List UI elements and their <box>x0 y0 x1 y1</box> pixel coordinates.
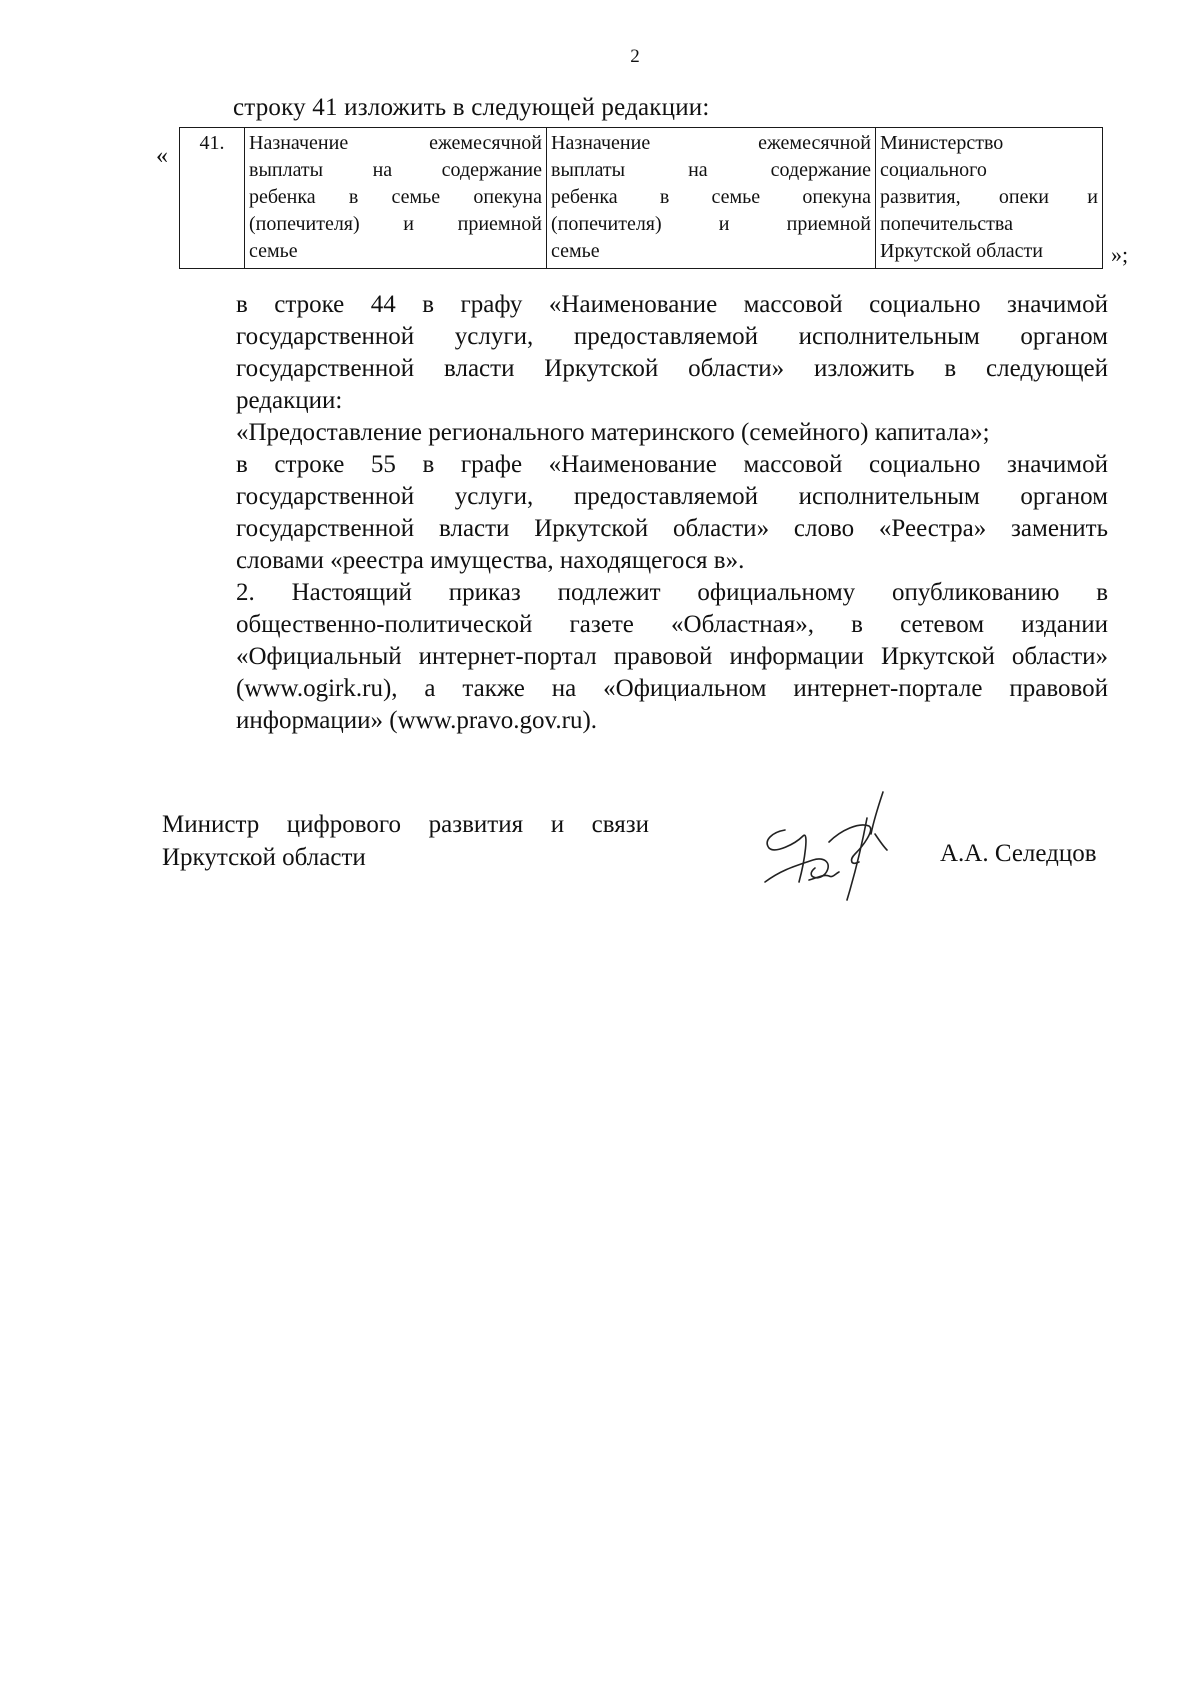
amendment-table <box>179 127 1103 269</box>
text-line: словами «реестра имущества, находящегося в». <box>236 547 745 574</box>
text-line: государственной услуги, предоставляемой исполнительным органом <box>236 483 1108 510</box>
cell-line: развития, опеки и <box>880 186 1098 208</box>
cell-line: ребенка в семье опекуна <box>551 186 871 208</box>
cell-line: семье <box>249 240 298 262</box>
cell-line: социального <box>880 159 987 181</box>
table-quote-close: »; <box>1111 242 1129 267</box>
text-line: государственной власти Иркутской области» изложить в следующей <box>236 355 1108 382</box>
cell-line: выплаты на содержание <box>551 159 871 181</box>
text-line: государственной власти Иркутской области» слово «Реестра» заменить <box>236 515 1108 542</box>
cell-line: Министерство <box>880 132 1004 154</box>
text-line: редакции: <box>236 387 343 414</box>
cell-line: Иркутской области <box>880 240 1043 262</box>
signatory-name: А.А. Селедцов <box>940 840 1097 867</box>
cell-line: (попечителя) и приемной <box>551 213 871 235</box>
signatory-title-line: Министр цифрового развития и связи <box>162 811 649 838</box>
cell-line: семье <box>551 240 600 262</box>
agency-cell <box>876 128 1103 269</box>
text-line: информации» (www.pravo.gov.ru). <box>236 707 598 734</box>
cell-line: Назначение ежемесячной <box>551 132 871 154</box>
paragraph-row-44 <box>165 289 1108 417</box>
row-number-cell: 41. <box>180 128 245 269</box>
signatory-title <box>162 808 649 874</box>
text-line: 2. Настоящий приказ подлежит официальному опубликованию в <box>236 579 1108 606</box>
signatory-title-line: Иркутской области <box>162 844 366 871</box>
text-line: в строке 55 в графе «Наименование массовой социально значимой <box>236 451 1108 478</box>
function-name-cell <box>547 128 876 269</box>
cell-line: (попечителя) и приемной <box>249 213 542 235</box>
cell-line: попечительства <box>880 213 1013 235</box>
text-line: в строке 44 в графу «Наименование массовой социально значимой <box>236 291 1108 318</box>
text-line: общественно-политической газете «Областная», в сетевом издании <box>236 611 1108 638</box>
handwritten-signature <box>755 790 915 905</box>
paragraph-row-55 <box>165 449 1108 577</box>
table-row <box>180 128 1103 269</box>
table-quote-open: « <box>156 143 168 169</box>
page-number: 2 <box>630 46 640 67</box>
text-line: «Официальный интернет-портал правовой информации Иркутской области» <box>236 643 1108 670</box>
paragraph-new-wording: «Предоставление регионального материнского (семейного) капитала»; <box>236 419 990 446</box>
cell-line: Назначение ежемесячной <box>249 132 542 154</box>
document-body <box>165 289 1108 737</box>
cell-line: ребенка в семье опекуна <box>249 186 542 208</box>
text-line: государственной услуги, предоставляемой исполнительным органом <box>236 323 1108 350</box>
cell-line: выплаты на содержание <box>249 159 542 181</box>
service-name-cell <box>245 128 547 269</box>
text-line: (www.ogirk.ru), а также на «Официальном интернет-портале правовой <box>236 675 1108 702</box>
paragraph-publication <box>165 577 1108 737</box>
intro-line: строку 41 изложить в следующей редакции: <box>233 94 710 121</box>
